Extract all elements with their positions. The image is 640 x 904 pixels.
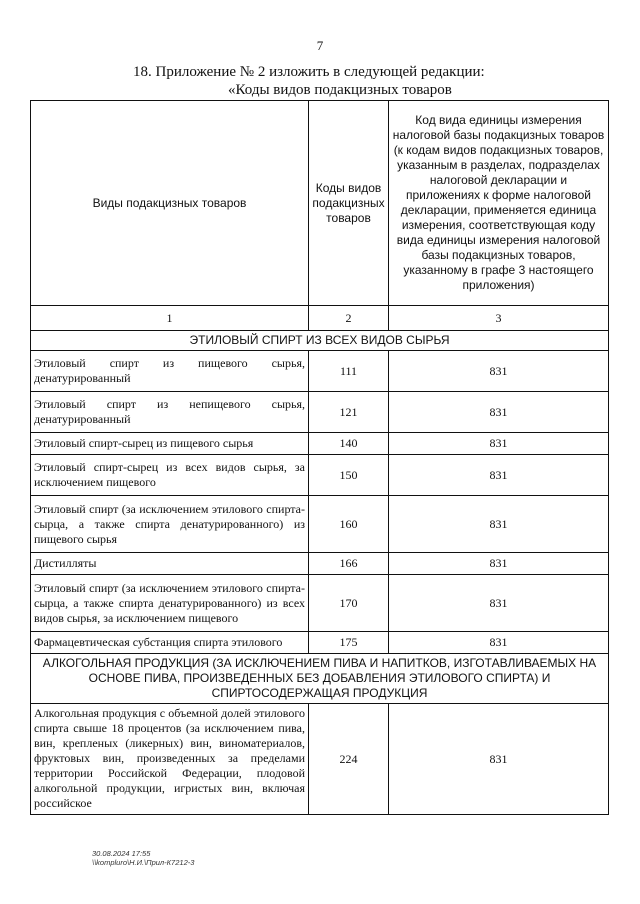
section-title-ethyl-alcohol: ЭТИЛОВЫЙ СПИРТ ИЗ ВСЕХ ВИДОВ СЫРЬЯ [31,331,609,351]
goods-code: 224 [309,704,389,815]
appendix-title: «Коды видов подакцизных товаров [228,82,452,98]
table-row [31,553,609,575]
column-header-unit-code: Код вида единицы измерения налоговой базы подакцизных товаров (к кодам видов подакцизных товаров, указанным в разделах, подразделах налоговой декларации и приложениях к форме налоговой декларации, применяется единица измерения, соответствующая коду вида единицы измерения налоговой базы подакцизных товаров, указанному в графе 3 настоящего приложения) [389,101,609,306]
print-timestamp: 30.08.2024 17:55 [92,849,151,858]
table-row [31,575,609,632]
excise-codes-table [30,100,609,815]
goods-name: Этиловый спирт-сырец из пищевого сырья [31,433,309,455]
goods-name: Этиловый спирт (за исключением этилового спирта-сырца, а также спирта денатурированного) из всех видов сырья, за исключением пищевого [31,575,309,632]
goods-code: 111 [309,351,389,392]
column-number: 3 [389,306,609,331]
unit-code: 831 [389,704,609,815]
table-row [31,433,609,455]
section-title-alcoholic-products: АЛКОГОЛЬНАЯ ПРОДУКЦИЯ (ЗА ИСКЛЮЧЕНИЕМ ПИВА И НАПИТКОВ, ИЗГОТАВЛИВАЕМЫХ НА ОСНОВЕ ПИВА, ПРОИЗВЕДЕННЫХ БЕЗ ДОБАВЛЕНИЯ ЭТИЛОВОГО СПИРТА) И СПИРТОСОДЕРЖАЩАЯ ПРОДУКЦИЯ [31,654,609,704]
goods-code: 150 [309,455,389,496]
unit-code: 831 [389,575,609,632]
unit-code: 831 [389,553,609,575]
goods-code: 121 [309,392,389,433]
table-row [31,632,609,654]
table-header-row [31,101,609,306]
goods-code: 160 [309,496,389,553]
table-row [31,392,609,433]
goods-code: 175 [309,632,389,654]
column-number: 1 [31,306,309,331]
section-row [31,654,609,704]
page-number: 7 [316,38,324,53]
section-row [31,331,609,351]
unit-code: 831 [389,351,609,392]
table-row [31,455,609,496]
column-number-row [31,306,609,331]
goods-name: Этиловый спирт-сырец из всех видов сырья, за исключением пищевого [31,455,309,496]
goods-name: Дистилляты [31,553,309,575]
goods-name: Этиловый спирт (за исключением этилового спирта-сырца, а также спирта денатурированного) из пищевого сырья [31,496,309,553]
column-header-codes: Коды видов подакцизных товаров [309,101,389,306]
unit-code: 831 [389,433,609,455]
goods-code: 166 [309,553,389,575]
amendment-heading: 18. Приложение № 2 изложить в следующей редакции: [133,64,485,80]
unit-code: 831 [389,392,609,433]
column-header-goods: Виды подакцизных товаров [31,101,309,306]
table-row [31,704,609,815]
goods-name: Алкогольная продукция с объемной долей этилового спирта свыше 18 процентов (за исключением пива, вин, крепленых (ликерных) вин, виноматериалов, фруктовых вин, произведенных за пределами территории Российской Федерации, плодовой алкогольной продукции, игристых вин, включая российское [31,704,309,815]
column-number: 2 [309,306,389,331]
goods-code: 140 [309,433,389,455]
unit-code: 831 [389,632,609,654]
goods-name: Фармацевтическая субстанция спирта этилового [31,632,309,654]
unit-code: 831 [389,496,609,553]
unit-code: 831 [389,455,609,496]
goods-name: Этиловый спирт из пищевого сырья, денатурированный [31,351,309,392]
table-row [31,351,609,392]
goods-code: 170 [309,575,389,632]
table-row [31,496,609,553]
file-path-stamp: \\kompluro\Н.И.\Прил-К7212-3 [92,858,195,867]
goods-name: Этиловый спирт из непищевого сырья, денатурированный [31,392,309,433]
